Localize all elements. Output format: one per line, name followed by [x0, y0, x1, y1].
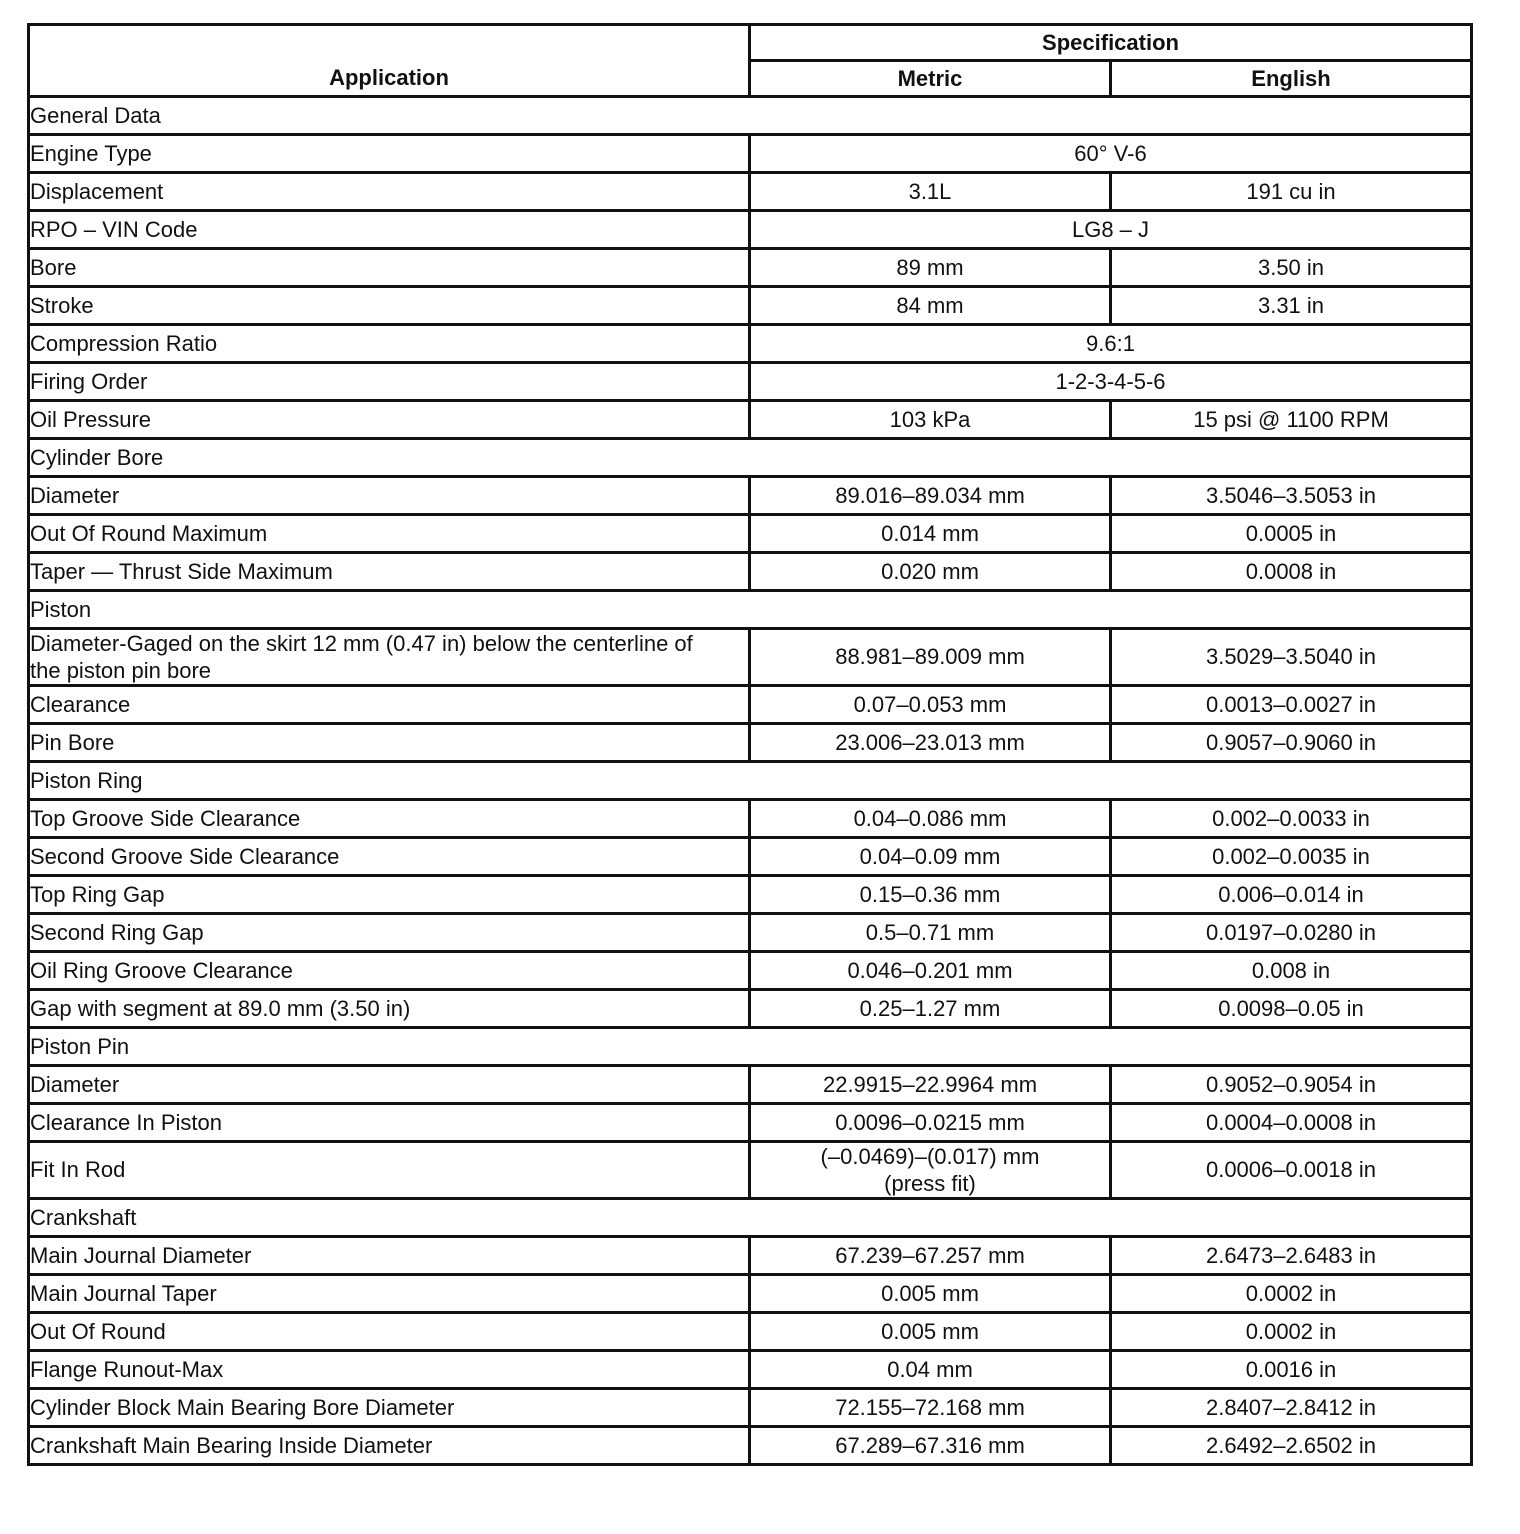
spec-label: Cylinder Block Main Bearing Bore Diameter — [29, 1389, 750, 1427]
metric-value: 0.5–0.71 mm — [750, 914, 1111, 952]
spec-span-value: 1-2-3-4-5-6 — [750, 363, 1472, 401]
section-span-value: LG8 – J — [750, 211, 1472, 249]
english-value: 0.0002 in — [1111, 1313, 1472, 1351]
spec-label: Main Journal Diameter — [29, 1237, 750, 1275]
english-value: 3.5046–3.5053 in — [1111, 477, 1472, 515]
spec-row — [29, 1351, 1472, 1389]
spec-row — [29, 1066, 1472, 1104]
spec-label: Diameter — [29, 477, 750, 515]
english-value: 2.6492–2.6502 in — [1111, 1427, 1472, 1465]
spec-label: Displacement — [29, 173, 750, 211]
spec-label: Top Groove Side Clearance — [29, 800, 750, 838]
metric-value: 72.155–72.168 mm — [750, 1389, 1111, 1427]
spec-label: Compression Ratio — [29, 325, 750, 363]
metric-value: 22.9915–22.9964 mm — [750, 1066, 1111, 1104]
section-title: Cylinder Bore — [29, 439, 1472, 477]
section-row — [29, 439, 1472, 477]
section-row — [29, 762, 1472, 800]
spec-label: Gap with segment at 89.0 mm (3.50 in) — [29, 990, 750, 1028]
section-title: Piston Pin — [29, 1028, 1472, 1066]
metric-value: 0.046–0.201 mm — [750, 952, 1111, 990]
spec-row — [29, 1104, 1472, 1142]
metric-value: 23.006–23.013 mm — [750, 724, 1111, 762]
spec-row — [29, 477, 1472, 515]
spec-row — [29, 553, 1472, 591]
spec-label: Flange Runout-Max — [29, 1351, 750, 1389]
spec-row — [29, 515, 1472, 553]
section-title: Piston — [29, 591, 1472, 629]
spec-label: Stroke — [29, 287, 750, 325]
spec-row — [29, 249, 1472, 287]
specification-header: Specification — [750, 25, 1472, 61]
spec-row — [29, 1313, 1472, 1351]
english-value: 3.50 in — [1111, 249, 1472, 287]
spec-row — [29, 173, 1472, 211]
english-value: 2.8407–2.8412 in — [1111, 1389, 1472, 1427]
metric-value: 67.239–67.257 mm — [750, 1237, 1111, 1275]
spec-row — [29, 401, 1472, 439]
spec-label: Bore — [29, 249, 750, 287]
section-title: RPO – VIN Code — [29, 211, 750, 249]
spec-row — [29, 363, 1472, 401]
metric-value: 0.020 mm — [750, 553, 1111, 591]
section-row — [29, 211, 1472, 249]
spec-label: Engine Type — [29, 135, 750, 173]
english-value: 0.0013–0.0027 in — [1111, 686, 1472, 724]
english-value: 0.002–0.0033 in — [1111, 800, 1472, 838]
spec-label: Diameter-Gaged on the skirt 12 mm (0.47 in) below the centerline of the piston pin bore — [29, 629, 750, 686]
spec-row — [29, 135, 1472, 173]
english-value: 2.6473–2.6483 in — [1111, 1237, 1472, 1275]
metric-value: 0.0096–0.0215 mm — [750, 1104, 1111, 1142]
spec-row — [29, 1142, 1472, 1199]
english-value: 0.0002 in — [1111, 1275, 1472, 1313]
english-value: 191 cu in — [1111, 173, 1472, 211]
english-value: 0.002–0.0035 in — [1111, 838, 1472, 876]
section-row — [29, 97, 1472, 135]
metric-value: 0.25–1.27 mm — [750, 990, 1111, 1028]
spec-row — [29, 876, 1472, 914]
spec-label: Clearance In Piston — [29, 1104, 750, 1142]
metric-value: 0.04–0.086 mm — [750, 800, 1111, 838]
english-value: 0.0004–0.0008 in — [1111, 1104, 1472, 1142]
spec-row — [29, 1275, 1472, 1313]
spec-label: Fit In Rod — [29, 1142, 750, 1199]
section-row — [29, 1199, 1472, 1237]
section-row — [29, 591, 1472, 629]
spec-row — [29, 287, 1472, 325]
section-row — [29, 1028, 1472, 1066]
english-value: 3.31 in — [1111, 287, 1472, 325]
english-value: 0.9052–0.9054 in — [1111, 1066, 1472, 1104]
metric-value: 0.014 mm — [750, 515, 1111, 553]
metric-value: 0.04 mm — [750, 1351, 1111, 1389]
section-title: General Data — [29, 97, 1472, 135]
metric-value: (–0.0469)–(0.017) mm (press fit) — [750, 1142, 1111, 1199]
english-header: English — [1111, 61, 1472, 97]
spec-row — [29, 914, 1472, 952]
spec-row — [29, 629, 1472, 686]
spec-row — [29, 325, 1472, 363]
section-title: Piston Ring — [29, 762, 1472, 800]
english-value: 0.0005 in — [1111, 515, 1472, 553]
spec-label: Top Ring Gap — [29, 876, 750, 914]
spec-row — [29, 1237, 1472, 1275]
metric-value: 89 mm — [750, 249, 1111, 287]
spec-label: Second Ring Gap — [29, 914, 750, 952]
english-value: 0.006–0.014 in — [1111, 876, 1472, 914]
metric-value: 103 kPa — [750, 401, 1111, 439]
spec-row — [29, 724, 1472, 762]
english-value: 0.0006–0.0018 in — [1111, 1142, 1472, 1199]
metric-value: 89.016–89.034 mm — [750, 477, 1111, 515]
english-value: 0.0098–0.05 in — [1111, 990, 1472, 1028]
metric-value: 0.04–0.09 mm — [750, 838, 1111, 876]
spec-label: Out Of Round — [29, 1313, 750, 1351]
spec-row — [29, 1389, 1472, 1427]
metric-header: Metric — [750, 61, 1111, 97]
spec-label: Oil Ring Groove Clearance — [29, 952, 750, 990]
spec-label: Pin Bore — [29, 724, 750, 762]
english-value: 0.0197–0.0280 in — [1111, 914, 1472, 952]
english-value: 0.9057–0.9060 in — [1111, 724, 1472, 762]
spec-label: Clearance — [29, 686, 750, 724]
spec-body — [29, 97, 1472, 1465]
spec-row — [29, 990, 1472, 1028]
metric-value: 67.289–67.316 mm — [750, 1427, 1111, 1465]
english-value: 0.0016 in — [1111, 1351, 1472, 1389]
spec-label: Out Of Round Maximum — [29, 515, 750, 553]
metric-value: 0.07–0.053 mm — [750, 686, 1111, 724]
spec-row — [29, 686, 1472, 724]
spec-span-value: 60° V-6 — [750, 135, 1472, 173]
spec-row — [29, 838, 1472, 876]
english-value: 15 psi @ 1100 RPM — [1111, 401, 1472, 439]
section-title: Crankshaft — [29, 1199, 1472, 1237]
spec-label: Crankshaft Main Bearing Inside Diameter — [29, 1427, 750, 1465]
spec-row — [29, 1427, 1472, 1465]
spec-label: Diameter — [29, 1066, 750, 1104]
spec-label: Oil Pressure — [29, 401, 750, 439]
metric-value: 0.005 mm — [750, 1313, 1111, 1351]
english-value: 0.008 in — [1111, 952, 1472, 990]
english-value: 3.5029–3.5040 in — [1111, 629, 1472, 686]
spec-row — [29, 800, 1472, 838]
metric-value: 3.1L — [750, 173, 1111, 211]
english-value: 0.0008 in — [1111, 553, 1472, 591]
application-header: Application — [29, 25, 750, 97]
spec-span-value: 9.6:1 — [750, 325, 1472, 363]
spec-table — [27, 23, 1473, 1466]
metric-value: 88.981–89.009 mm — [750, 629, 1111, 686]
metric-value: 84 mm — [750, 287, 1111, 325]
metric-value: 0.005 mm — [750, 1275, 1111, 1313]
spec-label: Taper — Thrust Side Maximum — [29, 553, 750, 591]
spec-label: Firing Order — [29, 363, 750, 401]
spec-label: Second Groove Side Clearance — [29, 838, 750, 876]
metric-value: 0.15–0.36 mm — [750, 876, 1111, 914]
spec-row — [29, 952, 1472, 990]
spec-label: Main Journal Taper — [29, 1275, 750, 1313]
